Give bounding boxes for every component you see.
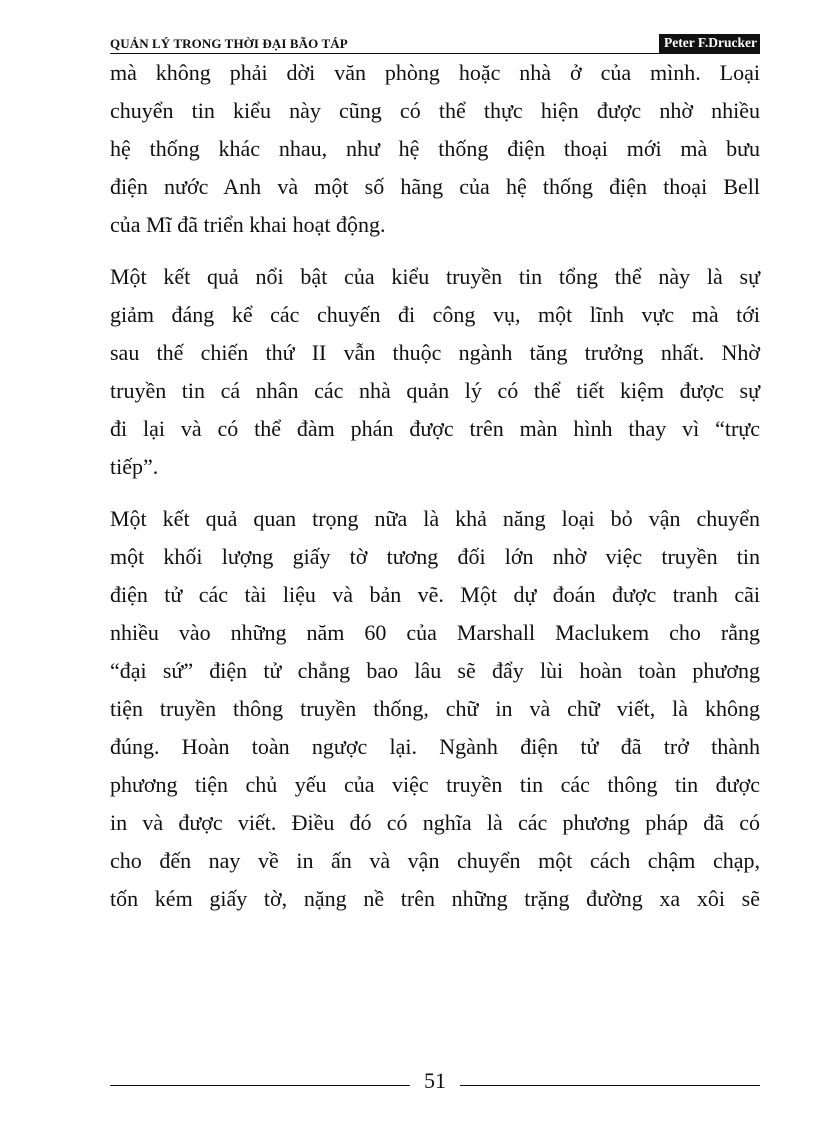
book-title: QUẢN LÝ TRONG THỜI ĐẠI BÃO TÁP (110, 36, 348, 51)
text-line: phương tiện chủ yếu của việc truyền tin các thông tin được (110, 772, 760, 797)
text-line: mà không phải dời văn phòng hoặc nhà ở của mình. Loại (110, 60, 760, 85)
author-name: Peter F.Drucker (659, 34, 760, 53)
text-line: sau thế chiến thứ II vẫn thuộc ngành tăng trưởng nhất. Nhờ (110, 340, 760, 365)
text-line: giảm đáng kể các chuyến đi công vụ, một lĩnh vực mà tới (110, 302, 760, 327)
text-line: tốn kém giấy tờ, nặng nề trên những trặng đường xa xôi sẽ (110, 886, 760, 911)
text-line: điện tử các tài liệu và bản vẽ. Một dự đoán được tranh cãi (110, 582, 760, 607)
page-number: 51 (424, 1068, 446, 1093)
text-line: “đại sứ” điện tử chẳng bao lâu sẽ đẩy lùi hoàn toàn phương (110, 658, 760, 683)
text-line: truyền tin cá nhân các nhà quản lý có thể tiết kiệm được sự (110, 378, 760, 403)
text-line: tiếp”. (110, 454, 159, 479)
text-line: nhiều vào những năm 60 của Marshall Maclukem cho rằng (110, 620, 760, 645)
text-line: in và được viết. Điều đó có nghĩa là các phương pháp đã có (110, 810, 760, 835)
running-header (110, 33, 760, 54)
text-line: Một kết quả nổi bật của kiểu truyền tin tổng thể này là sự (110, 264, 760, 289)
text-line: một khối lượng giấy tờ tương đối lớn nhờ việc truyền tin (110, 544, 760, 569)
text-line: hệ thống khác nhau, như hệ thống điện thoại mới mà bưu (110, 136, 760, 161)
paragraph-1 (110, 54, 760, 244)
footer-rule-right (460, 1085, 760, 1086)
text-line: tiện truyền thông truyền thống, chữ in và chữ viết, là không (110, 696, 760, 721)
paragraph-3 (110, 500, 760, 918)
text-line: điện nước Anh và một số hãng của hệ thống điện thoại Bell (110, 174, 760, 199)
text-line: chuyển tin kiểu này cũng có thể thực hiện được nhờ nhiều (110, 98, 760, 123)
page-footer (110, 1068, 760, 1094)
text-line: của Mĩ đã triển khai hoạt động. (110, 212, 386, 237)
paragraph-2 (110, 258, 760, 486)
text-line: đi lại và có thể đàm phán được trên màn hình thay vì “trực (110, 416, 760, 441)
text-line: đúng. Hoàn toàn ngược lại. Ngành điện tử đã trở thành (110, 734, 760, 759)
text-line: Một kết quả quan trọng nữa là khả năng loại bỏ vận chuyển (110, 506, 760, 531)
text-line: cho đến nay về in ấn và vận chuyển một cách chậm chạp, (110, 848, 760, 873)
body-text (110, 54, 760, 932)
footer-rule-left (110, 1085, 410, 1086)
